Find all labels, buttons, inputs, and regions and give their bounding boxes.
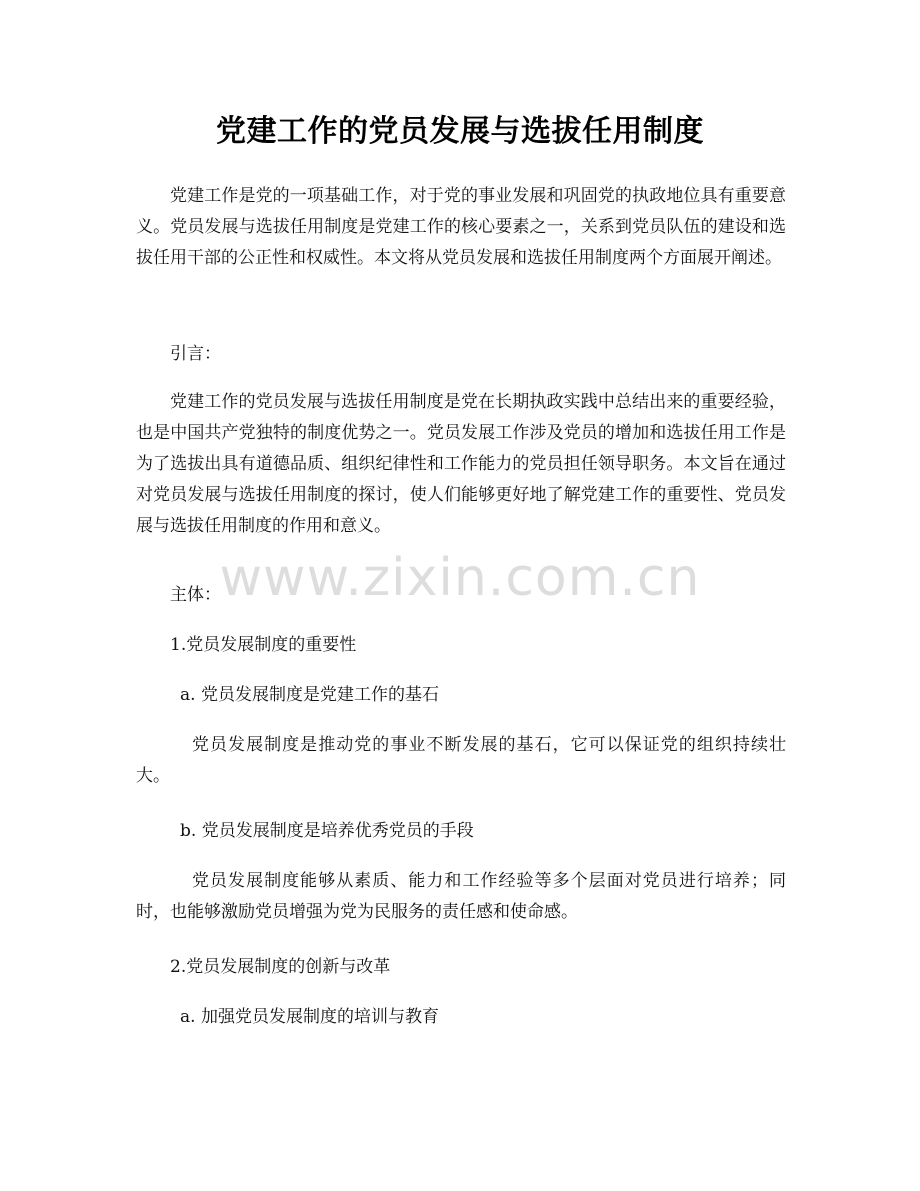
section1-a-paragraph: 党员发展制度是推动党的事业不断发展的基石，它可以保证党的组织持续壮大。 [136,735,786,786]
intro-paragraph: 党建工作是党的一项基础工作，对于党的事业发展和巩固党的执政地位具有重要意义。党员发展与选拔任用制度是党建工作的核心要素之一，关系到党员队伍的建设和选拔任用干部的公正性和权威性。本文将从党员发展和选拔任用制度两个方面展开阐述。 [136,186,786,268]
section1-a-heading: a. 党员发展制度是党建工作的基石 [180,685,439,705]
body-heading: 主体： [170,585,221,605]
section1-b-heading: b. 党员发展制度是培养优秀党员的手段 [180,821,474,841]
watermark-text: www.zixin.com.cn [219,548,701,608]
section1-b-paragraph: 党员发展制度能够从素质、能力和工作经验等多个层面对党员进行培养；同时，也能够激励党员增强为党为民服务的责任感和使命感。 [136,871,786,922]
preface-heading: 引言： [170,344,221,364]
section2-heading: 2.党员发展制度的创新与改革 [170,957,391,977]
section2-a-heading: a. 加强党员发展制度的培训与教育 [180,1007,439,1027]
preface-paragraph: 党建工作的党员发展与选拔任用制度是党在长期执政实践中总结出来的重要经验，也是中国共产党独特的制度优势之一。党员发展工作涉及党员的增加和选拔任用工作是为了选拔出具有道德品质、组织纪律性和工作能力的党员担任领导职务。本文旨在通过对党员发展与选拔任用制度的探讨，使人们能够更好地了解党建工作的重要性、党员发展与选拔任用制度的作用和意义。 [136,392,786,536]
section1-heading: 1.党员发展制度的重要性 [170,635,357,655]
document-title: 党建工作的党员发展与选拔任用制度 [216,114,704,149]
